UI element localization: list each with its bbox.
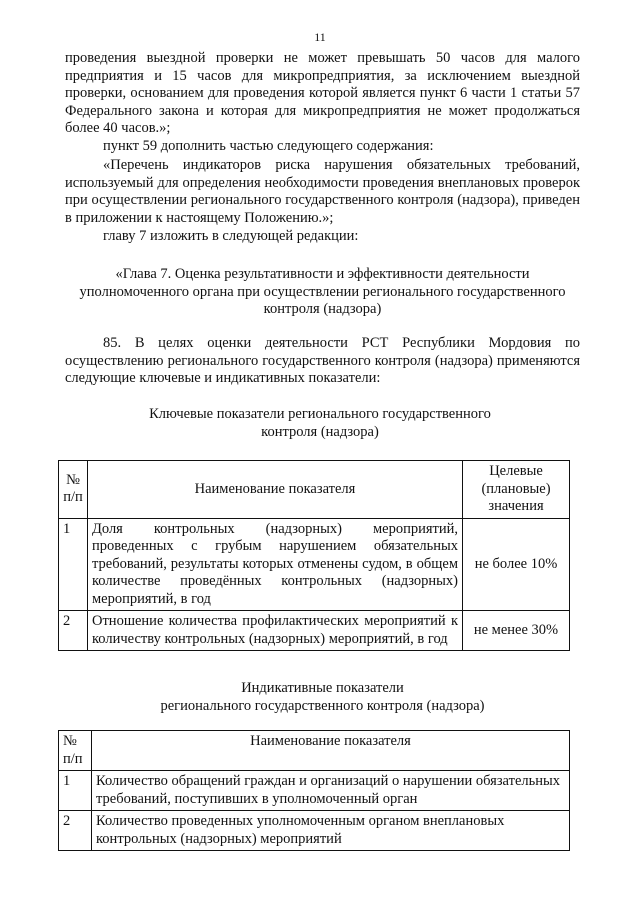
header-num: № п/п: [59, 461, 88, 519]
table-row: [59, 611, 570, 651]
indicative-indicators-table: [58, 730, 570, 851]
key-indicators-table: [58, 460, 570, 651]
row-value: не более 10%: [463, 518, 570, 611]
indicative-table-header-row: [59, 731, 570, 771]
page-number: 11: [314, 30, 326, 44]
table-row: [59, 811, 570, 851]
row-num: 2: [59, 811, 92, 851]
header-num: № п/п: [59, 731, 92, 771]
paragraph-inspection-duration: проведения выездной проверки не может превышать 50 часов для малого предприятия и 15 часов для микропредприятия, за исключением выездной проверки, основанием для проведения которой является пункт 6 части 1 статьи 57 Федерального закона и которая для микропредприятия не может продолжаться более 40 часов.»;: [65, 50, 580, 136]
row-name: Количество проведенных уполномоченным органом внеплановых контрольных (надзорных) мероприятий: [92, 811, 570, 851]
row-num: 1: [59, 518, 88, 611]
key-table-header-row: [59, 461, 570, 519]
chapter-title: «Глава 7. Оценка результативности и эффективности деятельности уполномоченного органа при осуществлении регионального государственного контроля (надзора): [79, 266, 566, 317]
paragraph-85: 85. В целях оценки деятельности РСТ Республики Мордовия по осуществлению регионального государственного контроля (надзора) применяются следующие ключевые и индикативных показатели:: [65, 335, 580, 386]
row-name: Количество обращений граждан и организаций о нарушении обязательных требований, поступивших в уполномоченный орган: [92, 771, 570, 811]
row-name: Доля контрольных (надзорных) мероприятий, проведенных с грубым нарушением обязательных требований, результаты которых отменены судом, в общем количестве проведённых контрольных (надзорных) мероприятий, в год: [88, 518, 463, 611]
row-num: 1: [59, 771, 92, 811]
paragraph-chapter-7: главу 7 изложить в следующей редакции:: [103, 228, 359, 244]
header-value: Целевые (плановые) значения: [463, 461, 570, 519]
header-name: Наименование показателя: [92, 731, 570, 771]
row-value: не менее 30%: [463, 611, 570, 651]
key-table-title: Ключевые показатели регионального государственного контроля (надзора): [149, 406, 491, 440]
table-row: [59, 518, 570, 611]
row-num: 2: [59, 611, 88, 651]
header-name: Наименование показателя: [88, 461, 463, 519]
row-name: Отношение количества профилактических мероприятий к количеству контрольных (надзорных) мероприятий, в год: [88, 611, 463, 651]
paragraph-point-59: пункт 59 дополнить частью следующего содержания:: [103, 138, 434, 154]
indicative-table-title-line2: регионального государственного контроля (надзора): [160, 698, 485, 714]
indicative-table-title-line1: Индикативные показатели: [241, 680, 404, 696]
table-row: [59, 771, 570, 811]
paragraph-risk-indicators: «Перечень индикаторов риска нарушения обязательных требований, используемый для определения необходимости проведения внеплановых проверок при осуществлении регионального государственного контроля (надзора), приведен в приложении к настоящему Положению.»;: [65, 157, 580, 226]
